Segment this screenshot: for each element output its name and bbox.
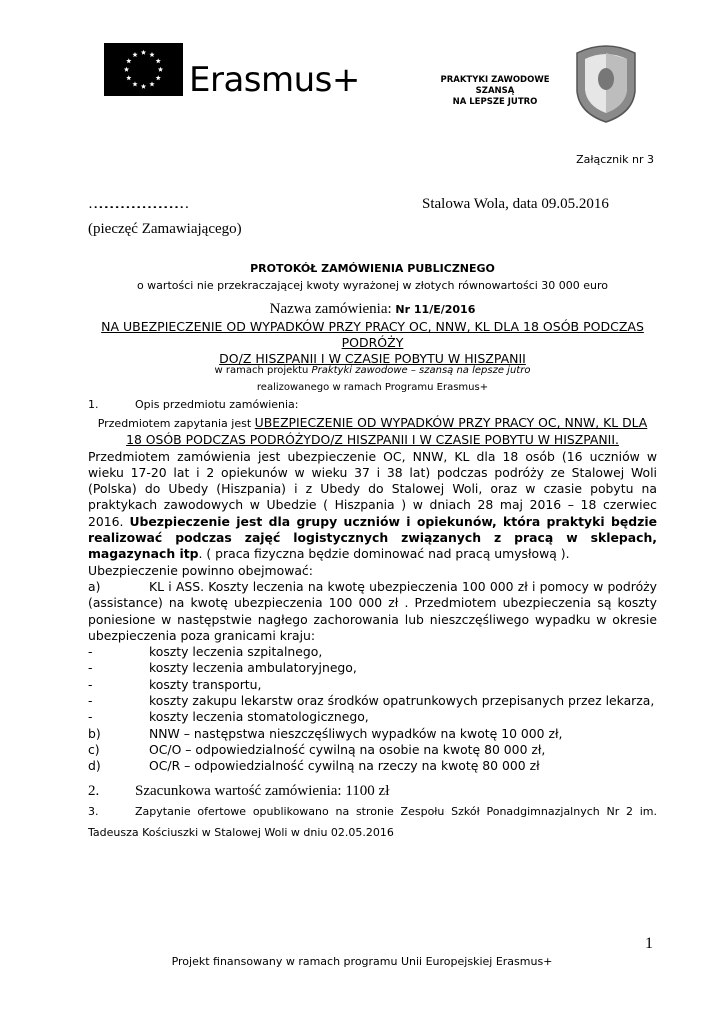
list-text: koszty leczenia ambulatoryjnego, — [149, 660, 357, 676]
subject-line: PODRÓŻY — [341, 335, 404, 350]
inquiry-label: Przedmiotem zapytania jest — [97, 417, 255, 430]
stamp-label: (pieczęć Zamawiającego) — [88, 221, 242, 237]
order-number: Nr 11/E/2016 — [395, 303, 476, 316]
inquiry-subject-text: UBEZPIECZENIE OD WYPADKÓW PRZY PRACY OC, NNW, KL DLA 18 OSÓB PODCZAS PODRÓŻYDO/Z HISZPANII I W CZASIE POBYTU W HISZPANII. — [126, 415, 648, 448]
order-name — [88, 301, 657, 318]
list-marker: - — [88, 676, 93, 692]
list-item — [88, 579, 657, 644]
project-title-line: SZANSĄ — [475, 86, 515, 96]
list-item — [88, 726, 657, 742]
protocol-subtitle: o wartości nie przekraczającej kwoty wyrażonej w złotych równowartości 30 000 euro — [136, 279, 609, 292]
section-2 — [88, 781, 657, 801]
list-marker: - — [88, 660, 93, 676]
list-marker: - — [88, 709, 93, 725]
school-crest-logo — [573, 43, 639, 123]
list-marker: a) — [88, 578, 101, 594]
place-date: Stalowa Wola, data 09.05.2016 — [422, 196, 609, 212]
star-icon — [158, 67, 163, 72]
star-icon — [126, 58, 131, 63]
list-text: OC/R – odpowiedzialność cywilną na rzeczy na kwotę 80 000 zł — [149, 758, 540, 774]
eu-stars-icon — [104, 43, 183, 96]
star-icon — [156, 58, 161, 63]
publication-info: Zapytanie ofertowe opublikowano na stronie Zespołu Szkół Ponadgimnazjalnych Nr 2 im. Tadeusza Kościuszki w Stalowej Woli w dniu 02.05.2016 — [88, 804, 657, 839]
list-item — [88, 742, 657, 758]
list-text: koszty zakupu lekarstw oraz środków opatrunkowych przepisanych przez lekarza, — [149, 693, 655, 709]
description-paragraph — [88, 449, 657, 563]
project-frame — [88, 362, 657, 379]
star-icon — [149, 52, 154, 57]
list-marker: b) — [88, 725, 101, 741]
eu-flag-logo — [104, 43, 183, 96]
signature-dots: …………………………………………… — [88, 196, 180, 212]
star-icon — [156, 75, 161, 80]
project-title — [420, 75, 570, 108]
section-1-body — [88, 449, 657, 775]
cost-item — [88, 677, 657, 693]
list-text: OC/O – odpowiedzialność cywilną na osobie na kwotę 80 000 zł, — [149, 741, 546, 757]
star-icon — [141, 84, 146, 89]
inquiry-subject — [88, 415, 657, 449]
cost-item — [88, 644, 657, 660]
protocol-title: PROTOKÓŁ ZAMÓWIENIA PUBLICZNEGO — [250, 262, 495, 275]
star-icon — [124, 67, 129, 72]
estimated-value: Szacunkowa wartość zamówienia: 1100 zł — [135, 782, 390, 799]
program-frame: realizowanego w ramach Programu Erasmus+ — [256, 382, 489, 393]
cost-item — [88, 709, 657, 725]
cost-item — [88, 660, 657, 676]
project-title-line: NA LEPSZE JUTRO — [452, 97, 538, 107]
erasmus-logo-text: Erasmus+ — [189, 60, 360, 100]
list-item — [88, 758, 657, 774]
coverage-label: Ubezpieczenie powinno obejmować: — [88, 562, 313, 578]
list-text: koszty transportu, — [149, 676, 262, 692]
page-number: 1 — [645, 935, 653, 952]
paragraph-text: Przedmiotem zamówienia jest ubezpieczenie OC, NNW, KL dla 18 osób (16 uczniów w wieku 17-20 lat i 2 opiekunów w wieku 37 i 38 lat) podczas podróży ze Stalowej Woli (Polska) do Ubedy (Hiszpania) i z Ubedy do Stalowej Woli, oraz w czasie pobytu na praktykach zawodowych w Ubedzie ( Hiszpania ) w dniach 28 maj 2016 – 18 czerwiec 2016. — [88, 448, 657, 529]
star-icon — [149, 81, 154, 86]
subject-line: NA UBEZPIECZENIE OD WYPADKÓW PRZY PRACY OC, NNW, KL DLA 18 OSÓB PODCZAS — [101, 319, 644, 334]
list-marker: - — [88, 644, 93, 660]
order-name-label: Nazwa zamówienia: — [269, 301, 396, 317]
star-icon — [141, 50, 146, 55]
list-text: koszty leczenia szpitalnego, — [149, 644, 323, 660]
star-icon — [132, 52, 137, 57]
project-title-line: PRAKTYKI ZAWODOWE — [440, 75, 550, 85]
subject-line: DO/Z HISZPANII I W CZASIE POBYTU W HISZPANII — [219, 351, 526, 366]
attachment-number: Załącznik nr 3 — [576, 153, 654, 166]
cost-item — [88, 693, 657, 709]
list-marker: - — [88, 693, 93, 709]
section-title: Opis przedmiotu zamówienia: — [135, 398, 299, 411]
star-icon — [126, 75, 131, 80]
paragraph-end: . ( praca fizyczna będzie dominować nad pracą umysłową ). — [198, 546, 570, 562]
star-icon — [132, 81, 137, 86]
footer-text: Projekt finansowany w ramach programu Unii Europejskiej Erasmus+ — [171, 955, 553, 968]
frame-prefix: w ramach projektu — [214, 365, 312, 376]
list-text: NNW – następstwa nieszczęśliwych wypadków na kwotę 10 000 zł, — [149, 725, 563, 741]
section-number: 1. — [88, 398, 99, 411]
order-subject — [88, 319, 657, 367]
list-text: KL i ASS. Koszty leczenia na kwotę ubezpieczenia 100 000 zł i pomocy w podróży (assistance) na kwotę ubezpieczenia 100 000 zł . Przedmiotem ubezpieczenia są koszty poniesione w następstwie nagłego zachorowania lub nieszczęśliwego wypadku w okresie ubezpieczenia poza granicami kraju: — [88, 578, 657, 643]
paragraph-bold: Ubezpieczenie jest dla grupy uczniów i opiekunów, która praktyki będzie realizować podczas zajęć logistycznych związanych z pracą w sklepach, magazynach itp — [88, 513, 657, 562]
project-name: Praktyki zawodowe – szansą na lepsze jutro — [311, 365, 531, 376]
section-3 — [88, 801, 657, 843]
section-1-heading — [88, 397, 299, 413]
section-number: 3. — [88, 804, 99, 818]
document-body — [88, 415, 657, 843]
section-number: 2. — [88, 782, 100, 799]
list-text: koszty leczenia stomatologicznego, — [149, 709, 369, 725]
list-marker: c) — [88, 741, 100, 757]
list-marker: d) — [88, 758, 101, 774]
